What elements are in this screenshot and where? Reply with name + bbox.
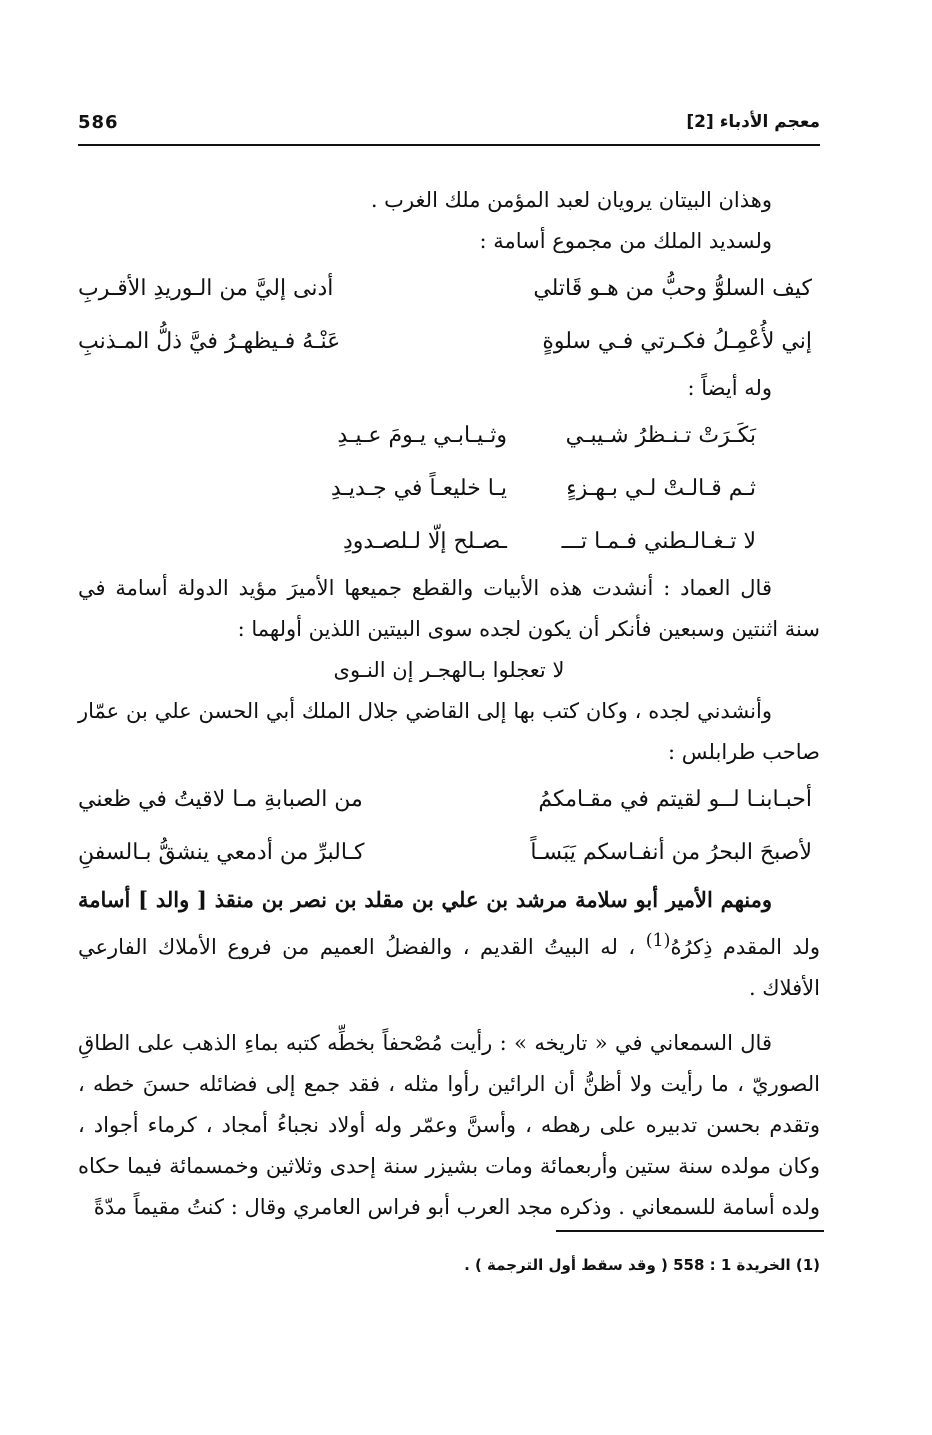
footnote-reference[interactable]: (1)	[645, 931, 671, 951]
header-rule	[78, 144, 820, 146]
hemistich: إني لأُعْمِـلُ فكـرتي فـي سلوةٍ	[542, 329, 812, 354]
biography-heading: ومنهم الأمير أبو سلامة مرشد بن علي بن مقلد بن نصر بن منقذ [ والد ] أسامة	[78, 887, 772, 912]
verse-line-7	[78, 773, 820, 826]
verse-line-5	[78, 515, 820, 568]
hemistich: بَكَـرَتْ تـنـظرُ شـيبـي	[565, 423, 756, 448]
paragraph-7: قال السمعاني في « تاريخه » : رأيت مُصْحفاً بخطِّه كتبه بماءِ الذهب على الطاقِ الصوريّ ، ما رأيت ولا أظنُّ أن الرائين رأوا مثله ، فقد جمع إلى فضائله حسنَ خطه ، وتقدم بحسن تدبيره على رهطه ، وأسنَّ وعمّر وله أولاد نجباءُ أمجاد ، كرماء أجواد ، وكان مولده سنة ستين وأربعمائة ومات بشيزر سنة إحدى وثلاثين وخمسمائة فيما حكاه ولده أسامة للسمعاني . وذكره مجد العرب أبو فراس العامري وقال : كنتُ مقيماً مدّةً	[78, 1031, 820, 1219]
hemistich: أدنى إليَّ من الـوريدِ الأقـربِ	[78, 276, 334, 301]
hemistich: ثـم قـالـتْ لـي بـهـزءٍ	[566, 476, 756, 501]
spacer	[78, 1009, 820, 1023]
footnote-rule	[556, 1230, 824, 1232]
hemistich: يـا خليعـاً في جـديـدِ	[330, 476, 507, 501]
hemistich: لا تـغـالـطني فـمـا تـــ	[561, 529, 756, 554]
hemistich: ـصـلح إلّا لـلصـدودِ	[342, 529, 507, 554]
paragraph-5: وأنشدني لجده ، وكان كتب بها إلى القاضي جلال الملك أبي الحسن علي بن عمّار صاحب طرابلس :	[78, 699, 820, 764]
page-number: 586	[78, 112, 119, 133]
running-title: معجم الأدباء [2]	[686, 112, 820, 132]
page-header	[78, 112, 820, 142]
verse-line-3	[78, 409, 820, 462]
verse-line-6: لا تعجلوا بـالهجـر إن النـوى	[333, 658, 565, 682]
paragraph-6-tail: ، له البيتُ القديم ، والفضلُ العميم من فروع الأملاك الفارعي الأفلاك .	[78, 935, 820, 1000]
hemistich: وثـيـابـي يـومَ عـيـدِ	[337, 423, 507, 448]
paragraph-1: وهذان البيتان يرويان لعبد المؤمن ملك الغرب .	[370, 188, 772, 212]
verse-line-8	[78, 826, 820, 879]
footnote: (1) الخريدة 1 : 558 ( وقد سقط أول الترجمة ) .	[464, 1256, 820, 1274]
hemistich: من الصبابةِ مـا لاقيتُ في ظعني	[78, 787, 363, 812]
hemistich: عَنْـهُ فـيظهـرُ فيَّ ذلُّ المـذنبِ	[78, 329, 341, 354]
verse-line-4	[78, 462, 820, 515]
paragraph-2: ولسديد الملك من مجموع أسامة :	[479, 229, 772, 253]
paragraph-6-text: ولد المقدم ذِكرُهُ	[670, 935, 820, 959]
paragraph-4: قال العماد : أنشدت هذه الأبيات والقطع جميعها الأميرَ مؤيد الدولة أسامة في سنة اثنتين وسبعين فأنكر أن يكون لجده سوى البيتين اللذين أولهما :	[78, 576, 820, 641]
verse-line-2	[78, 315, 820, 368]
paragraph-3: وله أيضاً :	[687, 376, 772, 400]
hemistich: لأصبحَ البحرُ من أنفـاسكم يَبَسـاً	[530, 840, 812, 865]
hemistich: كـالبرِّ من أدمعي ينشقُّ بـالسفنِ	[78, 840, 365, 865]
paragraph-6	[78, 879, 820, 1009]
verse-line-1	[78, 262, 820, 315]
main-text	[78, 180, 820, 1228]
hemistich: كيف السلوُّ وحبُّ من هـو قَاتلي	[533, 276, 812, 301]
hemistich: أحبـابنـا لــو لقيتم في مقـامكمُ	[538, 787, 812, 812]
